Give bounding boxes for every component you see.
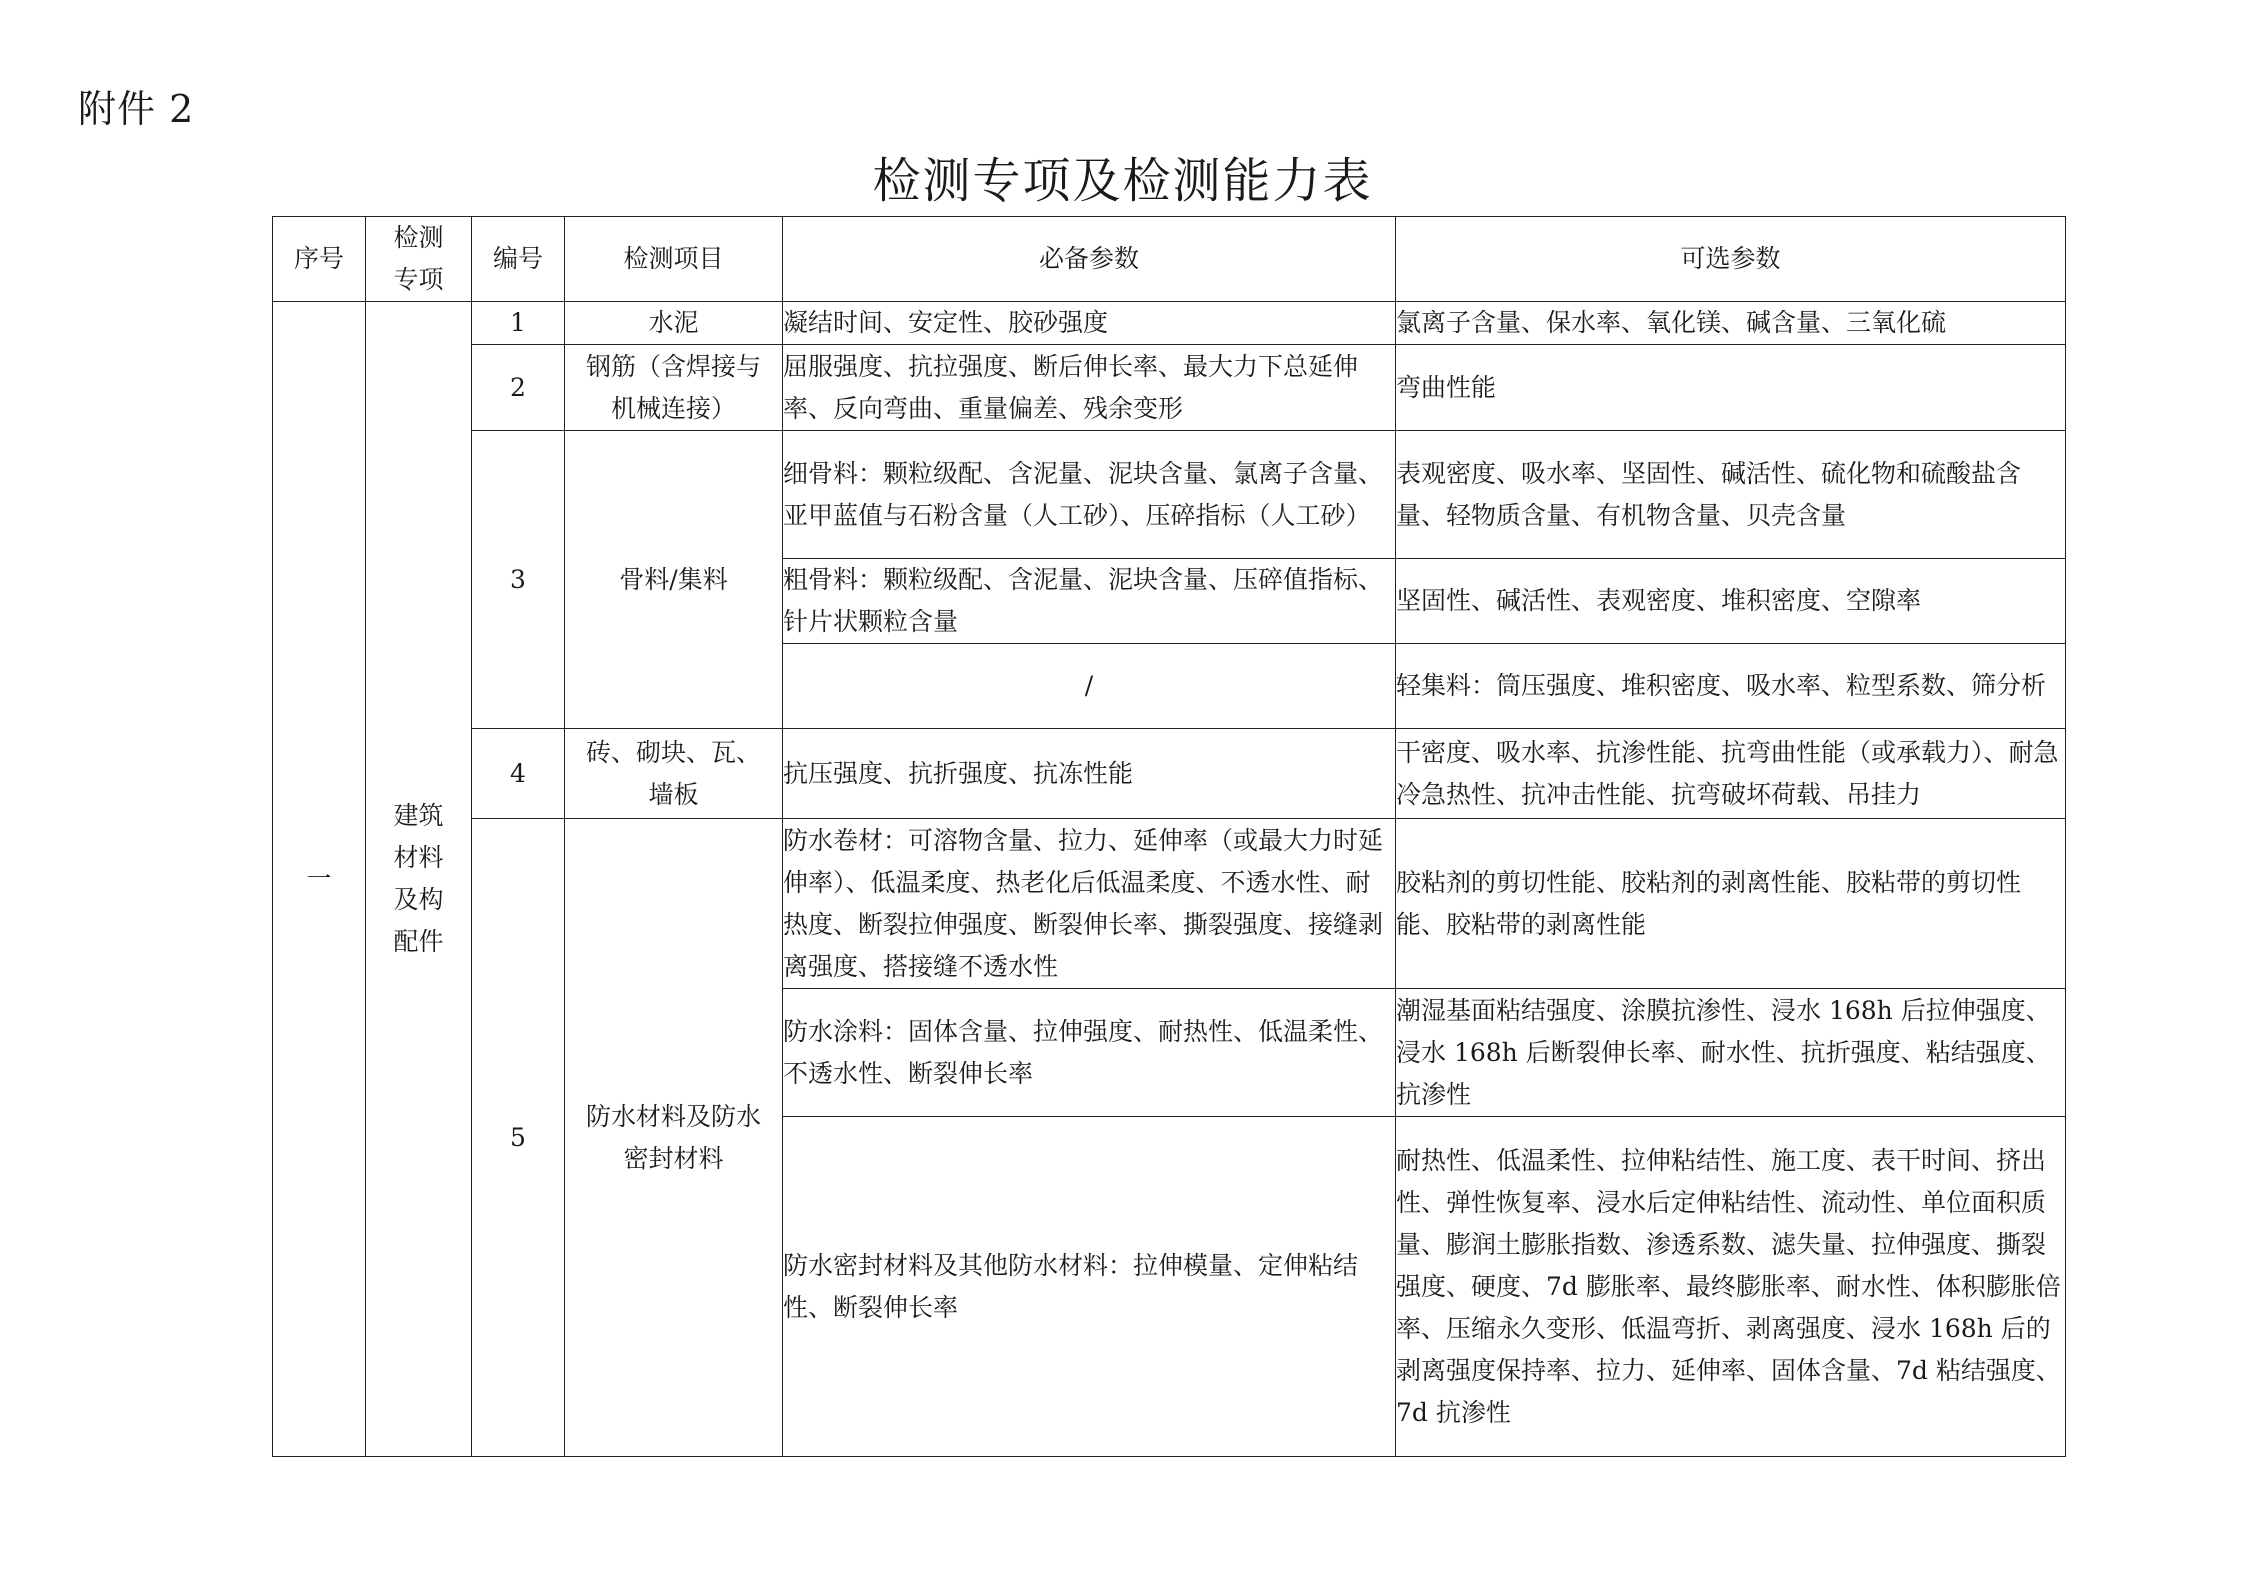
row-optional: 潮湿基面粘结强度、涂膜抗渗性、浸水 168h 后拉伸强度、浸水 168h 后断裂伸长率、耐水性、抗折强度、粘结强度、抗渗性 — [1396, 989, 2066, 1117]
row-code: 2 — [472, 345, 565, 431]
header-optional: 可选参数 — [1396, 217, 2066, 302]
capability-table — [272, 216, 2066, 1457]
row-item: 骨料/集料 — [565, 431, 783, 729]
row-optional: 氯离子含量、保水率、氧化镁、碱含量、三氧化硫 — [1396, 302, 2066, 345]
group-seq: 一 — [273, 302, 366, 1457]
row-required: 屈服强度、抗拉强度、断后伸长率、最大力下总延伸率、反向弯曲、重量偏差、残余变形 — [783, 345, 1396, 431]
row-item: 砖、砌块、瓦、墙板 — [565, 729, 783, 819]
row-required: 细骨料：颗粒级配、含泥量、泥块含量、氯离子含量、亚甲蓝值与石粉含量（人工砂）、压碎指标（人工砂） — [783, 431, 1396, 559]
table-row — [273, 345, 2066, 431]
attachment-label: 附件 2 — [78, 87, 195, 131]
document-title: 检测专项及检测能力表 — [872, 153, 1373, 209]
table-row — [273, 819, 2066, 989]
row-required: 防水卷材：可溶物含量、拉力、延伸率（或最大力时延伸率）、低温柔度、热老化后低温柔度、不透水性、耐热度、断裂拉伸强度、断裂伸长率、撕裂强度、接缝剥离强度、搭接缝不透水性 — [783, 819, 1396, 989]
group-category — [366, 302, 472, 1457]
row-optional: 耐热性、低温柔性、拉伸粘结性、施工度、表干时间、挤出性、弹性恢复率、浸水后定伸粘结性、流动性、单位面积质量、膨润土膨胀指数、渗透系数、滤失量、拉伸强度、撕裂强度、硬度、7d 膨胀率、最终膨胀率、耐水性、体积膨胀倍率、压缩永久变形、低温弯折、剥离强度、浸水 168h 后的剥离强度保持率、拉力、延伸率、固体含量、7d 粘结强度、7d 抗渗性 — [1396, 1117, 2066, 1457]
row-item: 防水材料及防水密封材料 — [565, 819, 783, 1457]
header-required: 必备参数 — [783, 217, 1396, 302]
row-optional: 坚固性、碱活性、表观密度、堆积密度、空隙率 — [1396, 559, 2066, 644]
table-row — [273, 431, 2066, 559]
row-optional: 干密度、吸水率、抗渗性能、抗弯曲性能（或承载力）、耐急冷急热性、抗冲击性能、抗弯破坏荷载、吊挂力 — [1396, 729, 2066, 819]
row-required: 防水密封材料及其他防水材料：拉伸模量、定伸粘结性、断裂伸长率 — [783, 1117, 1396, 1457]
table-row — [273, 302, 2066, 345]
header-item: 检测项目 — [565, 217, 783, 302]
row-required: 凝结时间、安定性、胶砂强度 — [783, 302, 1396, 345]
row-required: / — [783, 644, 1396, 729]
row-item: 钢筋（含焊接与机械连接） — [565, 345, 783, 431]
header-code: 编号 — [472, 217, 565, 302]
row-optional: 胶粘剂的剪切性能、胶粘剂的剥离性能、胶粘带的剪切性能、胶粘带的剥离性能 — [1396, 819, 2066, 989]
group-category-label: 建筑材料及构配件 — [393, 801, 444, 956]
row-code: 4 — [472, 729, 565, 819]
table-header-row — [273, 217, 2066, 302]
row-required: 粗骨料：颗粒级配、含泥量、泥块含量、压碎值指标、针片状颗粒含量 — [783, 559, 1396, 644]
row-code: 3 — [472, 431, 565, 729]
row-item: 水泥 — [565, 302, 783, 345]
row-required: 防水涂料：固体含量、拉伸强度、耐热性、低温柔性、不透水性、断裂伸长率 — [783, 989, 1396, 1117]
header-category — [366, 217, 472, 302]
header-category-label: 检测专项 — [393, 223, 444, 294]
header-seq: 序号 — [273, 217, 366, 302]
table-row — [273, 729, 2066, 819]
row-code: 5 — [472, 819, 565, 1457]
row-optional: 表观密度、吸水率、坚固性、碱活性、硫化物和硫酸盐含量、轻物质含量、有机物含量、贝壳含量 — [1396, 431, 2066, 559]
row-optional: 轻集料：筒压强度、堆积密度、吸水率、粒型系数、筛分析 — [1396, 644, 2066, 729]
row-code: 1 — [472, 302, 565, 345]
row-optional: 弯曲性能 — [1396, 345, 2066, 431]
row-required: 抗压强度、抗折强度、抗冻性能 — [783, 729, 1396, 819]
